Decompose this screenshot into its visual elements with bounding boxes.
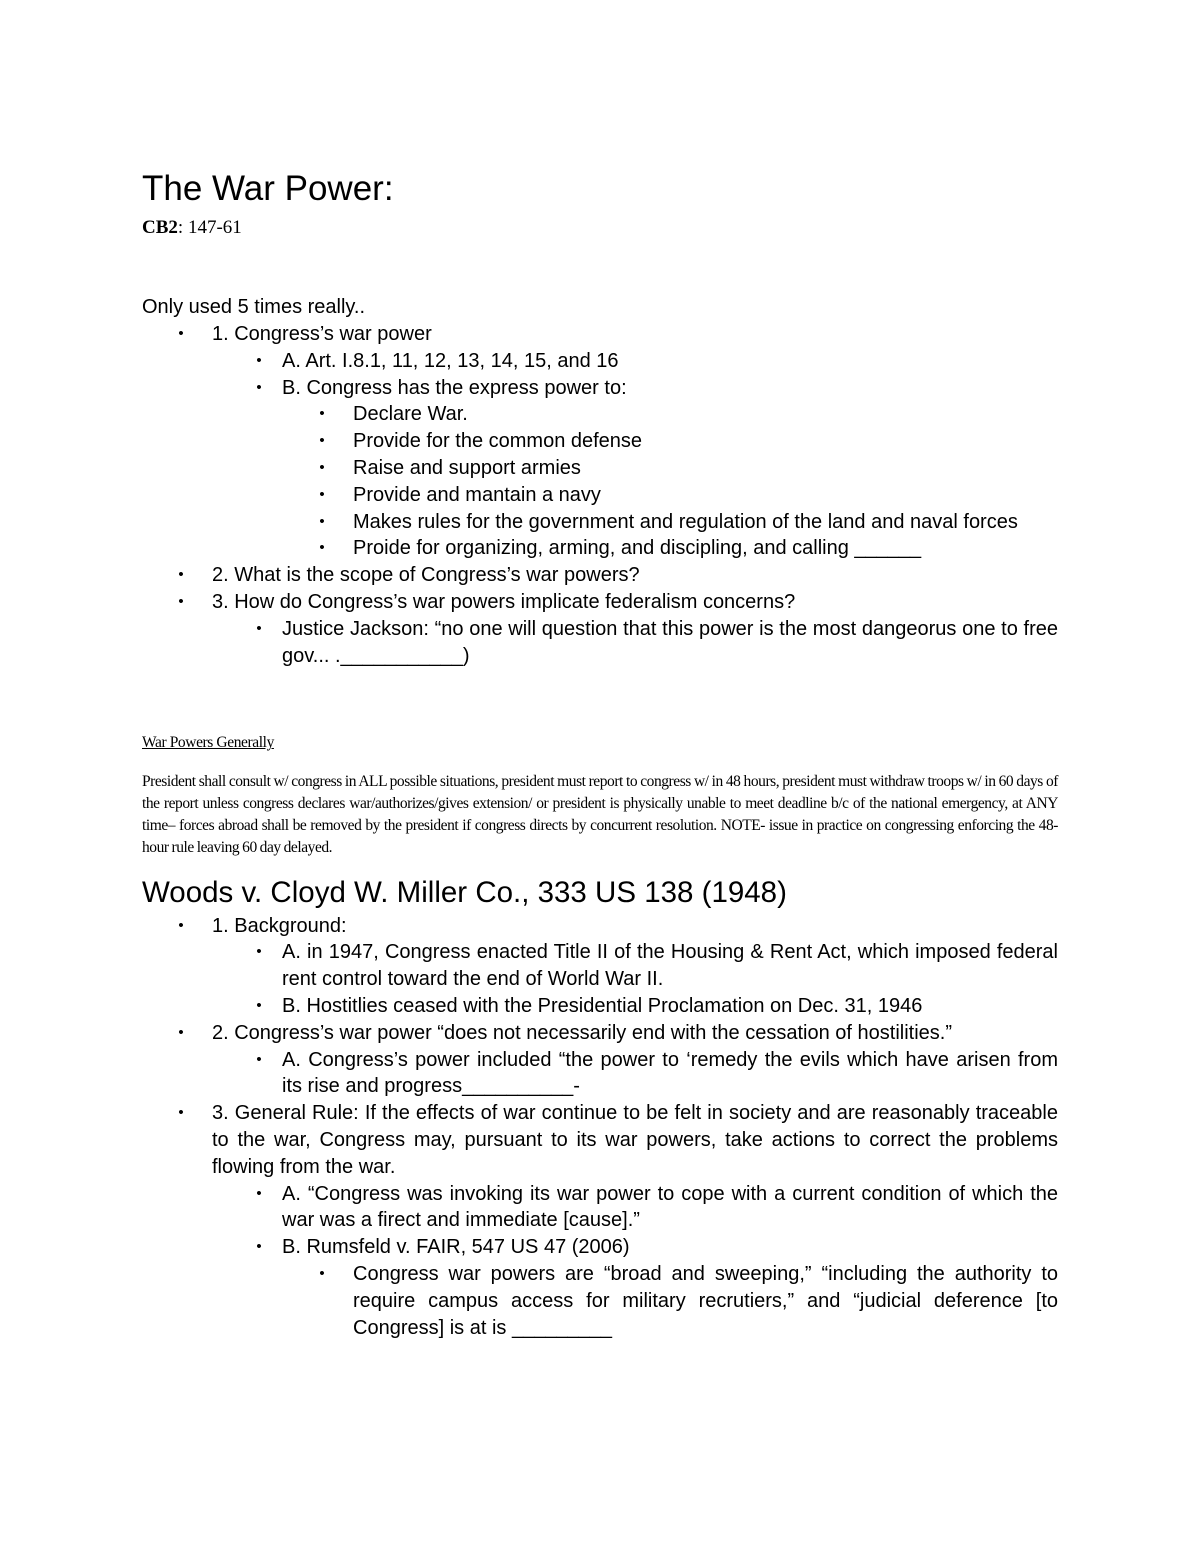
casebook-citation [142, 216, 1058, 240]
intro-text: Only used 5 times really.. [142, 296, 366, 318]
war-powers-paragraph: President shall consult w/ congress in ALL possible situations, president must report to congress w/ in 48 hours, president must withdraw troops w/ in 60 days of the report unless congress declares war/authorizes/gives extension/ or president is physically unable to meet deadline b/c of the national emergency, at ANY time– forces abroad shall be removed by the president if congress directs by concurrent resolution. NOTE- issue in practice on congressing enforcing the 48-hour rule leaving 60 day delayed. [142, 773, 1058, 856]
list-item [142, 535, 1058, 562]
list-item [142, 913, 1058, 940]
list-item [142, 616, 1058, 670]
list-item [142, 939, 1058, 993]
bullet-icon: • [319, 405, 325, 423]
war-power-outline [142, 321, 1058, 669]
list-item [142, 509, 1058, 536]
document-title: The War Power: [142, 169, 394, 208]
list-item-text: A. in 1947, Congress enacted Title II of the Housing & Rent Act, which imposed federal rent control toward the end of World War II. [282, 941, 1058, 991]
bullet-icon: • [256, 943, 262, 961]
case-outline [142, 913, 1058, 1342]
list-item [142, 1100, 1058, 1180]
bullet-icon: • [319, 432, 325, 450]
list-item-text: 2. Congress’s war power “does not necessarily end with the cessation of hostilities.” [212, 1021, 952, 1044]
list-item [142, 1261, 1058, 1341]
bullet-icon: • [319, 458, 325, 476]
list-item-text: Proide for organizing, arming, and discipling, and calling ______ [353, 537, 922, 560]
list-item-text: Congress war powers are “broad and sweeping,” “including the authority to require campus access for military recrutiers,” and “judicial deference [to Congress] is at is _________ [353, 1262, 1058, 1339]
list-item-text: Declare War. [353, 403, 468, 426]
list-item-text: Justice Jackson: “no one will question that this power is the most dangeorus one to free gov... .___________) [282, 617, 1058, 667]
bullet-icon: • [319, 485, 325, 503]
section-heading: War Powers Generally [142, 734, 274, 752]
bullet-icon: • [256, 378, 262, 396]
case-title: Woods v. Cloyd W. Miller Co., 333 US 138 (1948) [142, 875, 787, 909]
bullet-icon: • [256, 1238, 262, 1256]
bullet-icon: • [256, 351, 262, 369]
casebook-pages: 147-61 [187, 217, 242, 238]
list-item [142, 1181, 1058, 1235]
bullet-icon: • [319, 512, 325, 530]
list-item [142, 321, 1058, 348]
list-item-text: Makes rules for the government and regulation of the land and naval forces [353, 510, 1018, 533]
list-item [142, 1047, 1058, 1101]
bullet-icon: • [178, 916, 184, 934]
bullet-icon: • [256, 1050, 262, 1068]
list-item-text: B. Rumsfeld v. FAIR, 547 US 47 (2006) [282, 1236, 630, 1259]
bullet-icon: • [256, 1184, 262, 1202]
list-item [142, 482, 1058, 509]
list-item-text: Provide and mantain a navy [353, 483, 601, 506]
list-item [142, 375, 1058, 402]
citation-separator: : [177, 217, 184, 238]
list-item-text: Raise and support armies [353, 456, 581, 479]
list-item-text: 2. What is the scope of Congress’s war powers? [212, 564, 640, 587]
list-item [142, 1234, 1058, 1261]
casebook-label: CB2 [142, 217, 178, 238]
list-item-text: B. Congress has the express power to: [282, 376, 627, 399]
list-item-text: 3. General Rule: If the effects of war continue to be felt in society and are reasonably traceable to the war, Congress may, pursuant to its war powers, take actions to correct the problems flowing from the war. [212, 1102, 1058, 1178]
bullet-icon: • [178, 1023, 184, 1041]
bullet-icon: • [178, 592, 184, 610]
list-item-text: A. “Congress was invoking its war power to cope with a current condition of which the war was a firect and immediate [cause].” [282, 1182, 1058, 1232]
list-item-text: A. Congress’s power included “the power to ‘remedy the evils which have arisen from its rise and progress__________- [282, 1048, 1058, 1098]
list-item-text: B. Hostitlies ceased with the Presidential Proclamation on Dec. 31, 1946 [282, 994, 923, 1017]
list-item-text: 1. Congress’s war power [212, 323, 432, 345]
list-item [142, 401, 1058, 428]
bullet-icon: • [256, 619, 262, 637]
list-item [142, 348, 1058, 375]
list-item [142, 455, 1058, 482]
bullet-icon: • [319, 1264, 325, 1282]
list-item [142, 993, 1058, 1020]
list-item [142, 562, 1058, 589]
bullet-icon: • [178, 566, 184, 584]
list-item-text: A. Art. I.8.1, 11, 12, 13, 14, 15, and 16 [282, 349, 619, 372]
list-item-text: Provide for the common defense [353, 430, 643, 453]
bullet-icon: • [256, 996, 262, 1014]
list-item-text: 1. Background: [212, 914, 347, 937]
list-item [142, 1020, 1058, 1047]
bullet-icon: • [178, 325, 184, 342]
list-item [142, 428, 1058, 455]
document-body [142, 168, 1058, 1341]
bullet-icon: • [178, 1104, 184, 1122]
bullet-icon: • [319, 539, 325, 557]
list-item-text: 3. How do Congress’s war powers implicate federalism concerns? [212, 590, 796, 613]
list-item [142, 589, 1058, 616]
